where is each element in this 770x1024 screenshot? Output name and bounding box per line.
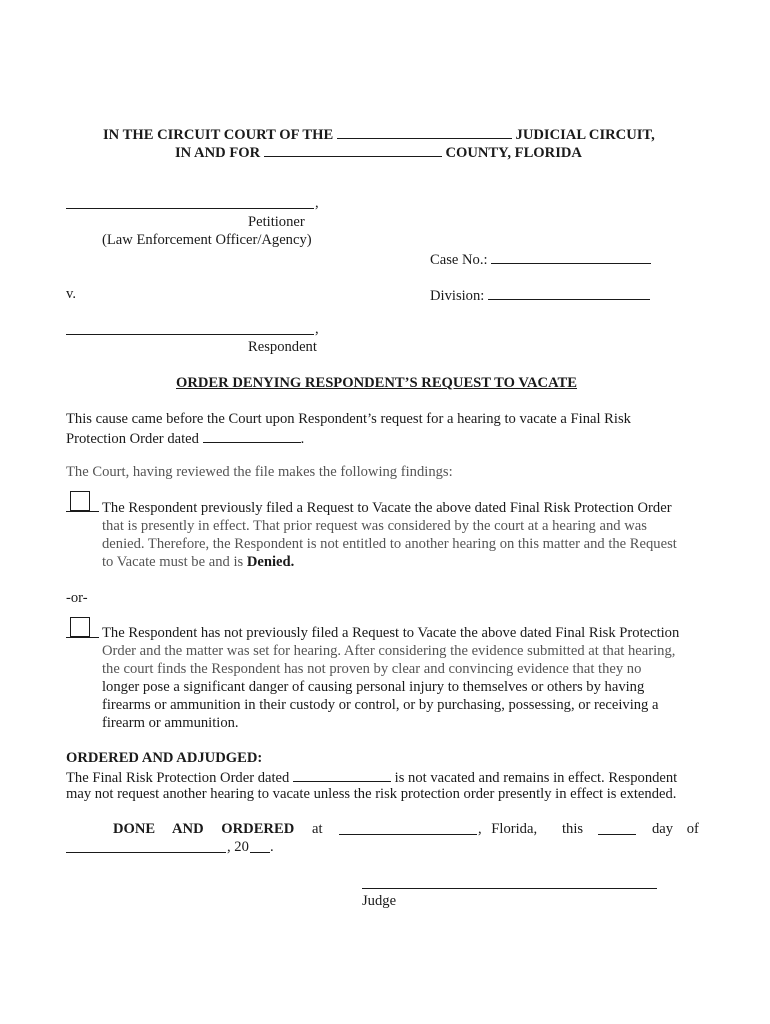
header-county-florida-text: COUNTY, FLORIDA — [445, 145, 582, 161]
ordered-date-blank[interactable] — [293, 767, 391, 782]
option2-line3: the court finds the Respondent has not proven by clear and convincing evidence that they no — [102, 661, 642, 677]
petitioner-comma: , — [315, 195, 319, 211]
done-this-text: this — [562, 821, 584, 837]
done-year-suffix: . — [270, 839, 274, 855]
ordered-line2: may not request another hearing to vacate unless the risk protection order presently in effect is extended. — [66, 786, 677, 802]
done-location-blank[interactable] — [339, 834, 477, 835]
header-judicial-circuit-text: JUDICIAL CIRCUIT, — [515, 127, 655, 143]
division-label: Division: — [430, 288, 485, 304]
option1-line2: that is presently in effect. That prior request was considered by the court at a hearing and was — [102, 518, 647, 534]
done-year-blank[interactable] — [250, 852, 270, 853]
done-day-blank[interactable] — [598, 834, 636, 835]
court-header-line2 — [175, 142, 582, 162]
done-month-blank[interactable] — [66, 852, 226, 853]
division-blank[interactable] — [488, 285, 650, 300]
intro-line2 — [66, 428, 304, 448]
ordered-order-dated-text: The Final Risk Protection Order dated — [66, 770, 290, 786]
option2-checkbox-underline — [66, 637, 99, 638]
option1-checkbox[interactable] — [70, 491, 90, 511]
done-florida-text: , Florida, — [478, 821, 538, 837]
done-at-text: at — [312, 821, 323, 837]
option2-line6: firearm or ammunition. — [102, 715, 239, 731]
header-in-and-for-text: IN AND FOR — [175, 145, 261, 161]
versus-text: v. — [66, 286, 76, 302]
ordered-heading: ORDERED AND ADJUDGED: — [66, 750, 263, 766]
option1-checkbox-underline — [66, 511, 99, 512]
option2-line1: The Respondent has not previously filed a Request to Vacate the above dated Final Risk Protection — [102, 625, 680, 641]
option1-line3: denied. Therefore, the Respondent is not entitled to another hearing on this matter and the Request — [102, 536, 677, 552]
done-day-of-text: day of — [652, 821, 699, 837]
case-number-blank[interactable] — [491, 249, 651, 264]
option1-line4-text: to Vacate must be and is — [102, 554, 244, 570]
option2-line2: Order and the matter was set for hearing. After considering the evidence submitted at that hearing, — [102, 643, 676, 659]
petitioner-name-blank[interactable] — [66, 208, 314, 209]
respondent-name-blank[interactable] — [66, 334, 314, 335]
ordered-line1 — [66, 767, 677, 787]
findings-intro: The Court, having reviewed the file makes the following findings: — [66, 464, 453, 480]
case-number-row — [430, 249, 651, 269]
respondent-label: Respondent — [248, 339, 317, 355]
done-year-prefix: , 20 — [227, 839, 249, 855]
ordered-remains-in-effect-text: is not vacated and remains in effect. Respondent — [394, 770, 678, 786]
option2-line4: longer pose a significant danger of causing personal injury to themselves or others by having — [102, 679, 645, 695]
respondent-comma: , — [315, 321, 319, 337]
petitioner-label: Petitioner — [248, 214, 305, 230]
option1-line1: The Respondent previously filed a Request to Vacate the above dated Final Risk Protection Order — [102, 500, 672, 516]
option2-checkbox[interactable] — [70, 617, 90, 637]
court-header-line1 — [103, 124, 655, 144]
order-title: ORDER DENYING RESPONDENT’S REQUEST TO VACATE — [176, 375, 578, 391]
judicial-circuit-blank[interactable] — [337, 124, 512, 139]
header-circuit-court-text: IN THE CIRCUIT COURT OF THE — [103, 127, 334, 143]
done-and-ordered-text: DONE AND ORDERED — [113, 821, 295, 837]
option2-line5: firearms or ammunition in their custody or control, or by purchasing, possessing, or receiving a — [102, 697, 659, 713]
judge-signature-line[interactable] — [362, 888, 657, 889]
option1-line4 — [102, 553, 294, 571]
intro-period: . — [300, 431, 305, 447]
county-blank[interactable] — [264, 142, 442, 157]
judge-label: Judge — [362, 893, 397, 909]
option1-denied-text: Denied. — [246, 554, 295, 570]
intro-line1: This cause came before the Court upon Respondent’s request for a hearing to vacate a Final Risk — [66, 411, 631, 427]
division-row — [430, 285, 650, 305]
intro-protection-order-dated-text: Protection Order dated — [66, 431, 199, 447]
or-separator: -or- — [66, 590, 88, 606]
protection-order-date-blank[interactable] — [203, 428, 301, 443]
case-number-label: Case No.: — [430, 252, 488, 268]
petitioner-sublabel: (Law Enforcement Officer/Agency) — [102, 232, 312, 248]
